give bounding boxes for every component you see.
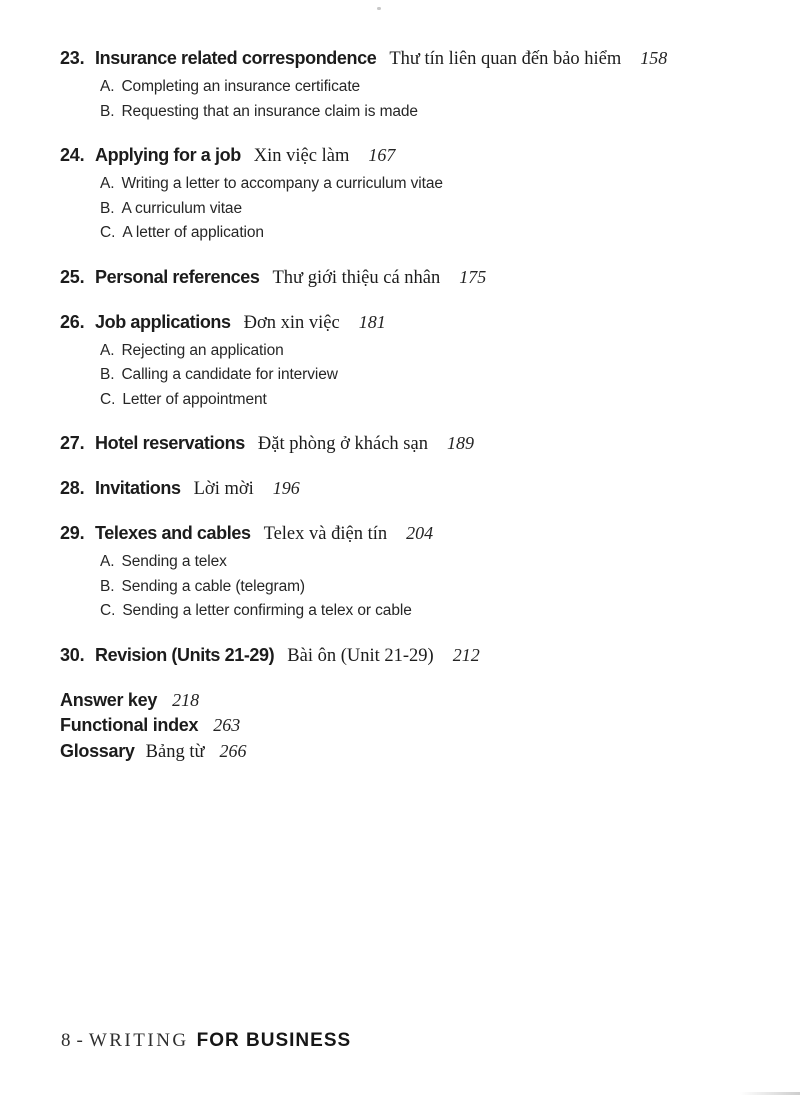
back-matter [60,688,770,766]
toc-entry [60,310,770,413]
entry-page-number: 181 [358,311,386,332]
toc-sub-item [60,100,770,125]
sub-item-text: A letter of application [122,224,264,241]
toc-sub-item [60,363,770,388]
sub-item-letter: B. [100,102,115,120]
back-matter-page-number: 218 [172,689,200,710]
toc-entry [60,46,770,124]
entry-page-number: 189 [446,433,474,453]
scan-speck [377,7,381,10]
back-matter-title: Functional index [60,715,199,735]
sub-item-text: Requesting that an insurance claim is made [121,102,418,120]
back-matter-translation: Bảng từ [145,741,205,762]
toc-sub-item [60,599,770,624]
entry-title: Insurance related correspondence [95,48,377,68]
entry-translation: Thư giới thiệu cá nhân [272,267,441,288]
entry-page-number: 175 [459,266,487,287]
toc-sub-item [60,197,770,222]
sub-item-letter: A. [100,553,115,570]
footer-book-title-light: WRITING [88,1030,189,1051]
entry-page-number: 196 [272,478,300,498]
entry-translation: Lời mời [193,479,254,499]
footer-separator: - [76,1030,83,1051]
entry-number: 29. [60,523,85,543]
entry-translation: Đặt phòng ở khách sạn [257,434,428,454]
entry-number: 23. [60,48,85,68]
footer-page-number: 8 [61,1030,71,1051]
entry-number: 28. [60,478,85,498]
entry-title: Revision (Units 21-29) [95,644,275,665]
table-of-contents [60,46,770,765]
toc-sub-item [60,550,770,575]
entry-number: 25. [60,266,85,287]
toc-entry-heading [60,265,770,291]
toc-sub-item [60,221,770,246]
entry-title: Applying for a job [95,145,241,165]
entry-translation: Đơn xin việc [243,312,340,333]
back-matter-item [60,713,770,739]
sub-item-text: A curriculum vitae [121,199,242,217]
sub-item-letter: C. [100,390,116,408]
toc-entry-heading [60,476,770,502]
entry-title: Personal references [95,266,260,287]
sub-item-text: Writing a letter to accompany a curriculum vitae [121,175,443,192]
back-matter-title: Glossary [60,740,135,761]
sub-item-letter: B. [100,366,115,383]
entry-translation: Thư tín liên quan đến bảo hiểm [389,49,622,69]
toc-entry [60,143,770,246]
toc-entry-heading [60,521,770,547]
entry-number: 24. [60,145,85,165]
toc-entry [60,265,770,291]
entry-translation: Xin việc làm [253,146,350,166]
toc-sub-item [60,75,770,100]
sub-item-text: Letter of appointment [122,390,267,408]
entry-translation: Bài ôn (Unit 21-29) [287,645,434,666]
back-matter-item [60,688,770,714]
entry-number: 27. [60,433,85,453]
sub-item-text: Completing an insurance certificate [121,78,361,95]
toc-sub-item [60,339,770,364]
sub-item-letter: B. [100,577,115,595]
entry-page-number: 167 [368,145,396,165]
back-matter-item [60,739,770,766]
sub-item-letter: C. [100,602,116,619]
sub-item-text: Sending a telex [121,553,227,570]
back-matter-page-number: 266 [219,740,247,761]
sub-item-text: Calling a candidate for interview [121,366,338,383]
entry-title: Job applications [95,311,231,332]
sub-item-text: Sending a letter confirming a telex or cable [122,602,412,619]
entry-title: Invitations [95,478,181,498]
toc-entry [60,521,770,624]
sub-item-letter: A. [100,78,115,95]
toc-entry-heading [60,431,770,457]
toc-sub-item [60,172,770,197]
entry-page-number: 158 [640,48,668,68]
toc-sub-item [60,388,770,413]
scan-smudge [740,1092,800,1095]
entry-title: Hotel reservations [95,433,245,453]
back-matter-page-number: 263 [213,715,241,735]
toc-entry [60,643,770,669]
toc-entry-heading [60,46,770,72]
toc-entry-heading [60,143,770,169]
footer-book-title-bold: FOR BUSINESS [196,1030,352,1051]
entry-page-number: 204 [406,523,434,543]
page-footer [61,1030,351,1052]
back-matter-title: Answer key [60,689,158,710]
entry-title: Telexes and cables [95,523,251,543]
entry-number: 30. [60,644,85,665]
sub-item-text: Sending a cable (telegram) [121,577,305,595]
entry-translation: Telex và điện tín [263,524,388,544]
toc-entry-heading [60,310,770,336]
entry-number: 26. [60,311,85,332]
entry-page-number: 212 [452,644,480,665]
sub-item-letter: A. [100,341,115,359]
toc-sub-item [60,575,770,600]
sub-item-text: Rejecting an application [121,341,284,359]
sub-item-letter: C. [100,224,116,241]
toc-entry [60,431,770,457]
toc-entry-heading [60,643,770,669]
sub-item-letter: A. [100,175,115,192]
toc-entry [60,476,770,502]
sub-item-letter: B. [100,199,115,217]
